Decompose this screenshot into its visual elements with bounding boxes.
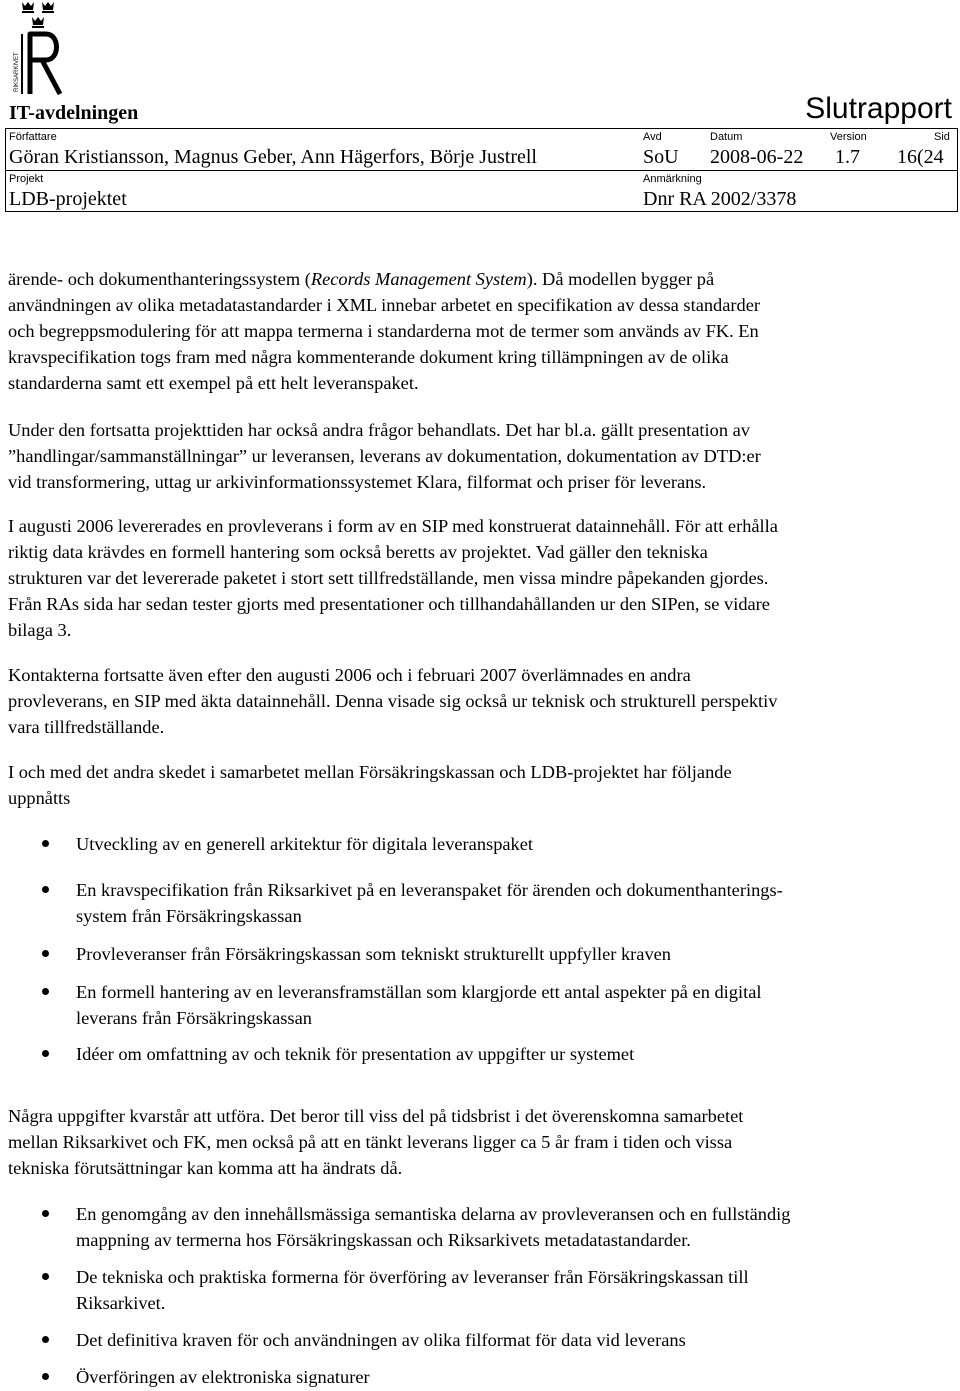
project-label: Projekt [9, 173, 44, 185]
date-value: 2008-06-22 [710, 146, 804, 168]
paragraph-line: Kontakterna fortsatte även efter den augusti 2006 och i februari 2007 överlämnades en andra [8, 665, 691, 685]
riksarkivet-logo [8, 0, 74, 96]
document-info-table [5, 128, 958, 212]
report-title: Slutrapport [805, 92, 952, 125]
paragraph-line: och begreppsmodulering för att mappa termerna i standarderna mot de termer som används av FK. En [8, 321, 759, 341]
date-label: Datum [710, 131, 743, 143]
bullet-icon [42, 950, 49, 957]
paragraph-line: ”handlingar/sammanställningar” ur leveransen, leverans av dokumentation, dokumentation av DTD:er [8, 446, 761, 466]
paragraph-line: I och med det andra skedet i samarbetet mellan Försäkringskassan och LDB-projektet har följande [8, 762, 732, 782]
version-value: 1.7 [835, 146, 860, 168]
list-item: En kravspecifikation från Riksarkivet på en leveranspaket för ärenden och dokumenthanterings- [76, 880, 783, 900]
project-value: LDB-projektet [9, 188, 127, 210]
paragraph-line: vid transformering, uttag ur arkivinformationssystemet Klara, filformat och priser för leverans. [8, 472, 707, 492]
list-item: Överföringen av elektroniska signaturer [76, 1367, 370, 1387]
bullet-icon [42, 1373, 49, 1380]
paragraph-line: användningen av olika metadatastandarder i XML innebar arbetet en specifikation av dessa standarder [8, 295, 761, 315]
paragraph-line: Några uppgifter kvarstår att utföra. Det beror till viss del på tidsbrist i det överenskomna samarbetet [8, 1106, 744, 1126]
bullet-icon [42, 840, 49, 847]
emphasis-text: Records Management System [310, 269, 527, 289]
author-value: Göran Kristiansson, Magnus Geber, Ann Hägerfors, Börje Justrell [9, 146, 537, 168]
bullet-icon [42, 886, 49, 893]
author-label: Författare [9, 131, 57, 143]
paragraph-line: Under den fortsatta projekttiden har också andra frågor behandlats. Det har bl.a. gällt presentation av [8, 420, 750, 440]
page-value: 16(24 [897, 146, 944, 168]
version-label: Version [830, 131, 867, 143]
paragraph-line: mellan Riksarkivet och FK, men också på att en tänkt leverans ligger ca 5 år fram i tiden och vissa [8, 1132, 733, 1152]
department-name: IT-avdelningen [9, 102, 139, 124]
bullet-icon [42, 1336, 49, 1343]
paragraph-line: ärende- och dokumenthanteringssystem (Records Management System). Då modellen bygger på [8, 269, 715, 289]
paragraph-line: I augusti 2006 levererades en provleverans i form av en SIP med konstruerat datainnehåll. För att erhålla [8, 516, 778, 536]
paragraph-line: vara tillfredställande. [8, 717, 165, 737]
list-item: Provleveranser från Försäkringskassan som tekniskt strukturellt uppfyller kraven [76, 944, 672, 964]
remark-value: Dnr RA 2002/3378 [643, 188, 797, 210]
dept-value: SoU [643, 146, 679, 168]
list-item: En formell hantering av en leveransframställan som klargjorde ett antal aspekter på en digital [76, 982, 762, 1002]
dept-label: Avd [643, 131, 662, 143]
list-item: En genomgång av den innehållsmässiga semantiska delarna av provleveransen och en fullständig [76, 1204, 791, 1224]
paragraph-line: tekniska förutsättningar kan komma att ha ändrats då. [8, 1158, 403, 1178]
list-item: Utveckling av en generell arkitektur för digitala leveranspaket [76, 834, 534, 854]
paragraph-line: provleverans, en SIP med äkta datainnehåll. Denna visade sig också ur teknisk och strukturell perspektiv [8, 691, 778, 711]
paragraph-line: standarderna samt ett exempel på ett helt leveranspaket. [8, 373, 419, 393]
list-item-continuation: system från Försäkringskassan [76, 906, 302, 926]
paragraph-line: riktig data krävdes en formell hantering som också beretts av projektet. Vad gäller den tekniska [8, 542, 708, 562]
paragraph-line: strukturen var det levererade paketet i stort sett tillfredställande, men vissa mindre påpekanden gjordes. [8, 568, 769, 588]
list-item-continuation: mappning av termerna hos Försäkringskassan och Riksarkivets metadatastandarder. [76, 1230, 691, 1250]
paragraph-line: bilaga 3. [8, 620, 72, 640]
page-label: Sid [934, 131, 950, 143]
paragraph-line: kravspecifikation togs fram med några kommenterande dokument kring tillämpningen av de olika [8, 347, 729, 367]
list-item-continuation: leverans från Försäkringskassan [76, 1008, 312, 1028]
logo-vertical-text: RIKSARKIVET [14, 52, 20, 92]
paragraph-line: Från RAs sida har sedan tester gjorts med presentationer och tillhandahållanden ur den SIPen, se vidare [8, 594, 770, 614]
table-divider [6, 170, 957, 171]
bullet-icon [42, 988, 49, 995]
bullet-icon [42, 1210, 49, 1217]
paragraph-line: uppnåtts [8, 788, 71, 808]
bullet-icon [42, 1050, 49, 1057]
list-item: De tekniska och praktiska formerna för överföring av leveranser från Försäkringskassan till [76, 1267, 749, 1287]
remark-label: Anmärkning [643, 173, 702, 185]
bullet-icon [42, 1273, 49, 1280]
list-item: Det definitiva kraven för och användningen av olika filformat för data vid leverans [76, 1330, 686, 1350]
crown-logo-icon [8, 0, 74, 96]
list-item-continuation: Riksarkivet. [76, 1293, 166, 1313]
list-item: Idéer om omfattning av och teknik för presentation av uppgifter ur systemet [76, 1044, 635, 1064]
